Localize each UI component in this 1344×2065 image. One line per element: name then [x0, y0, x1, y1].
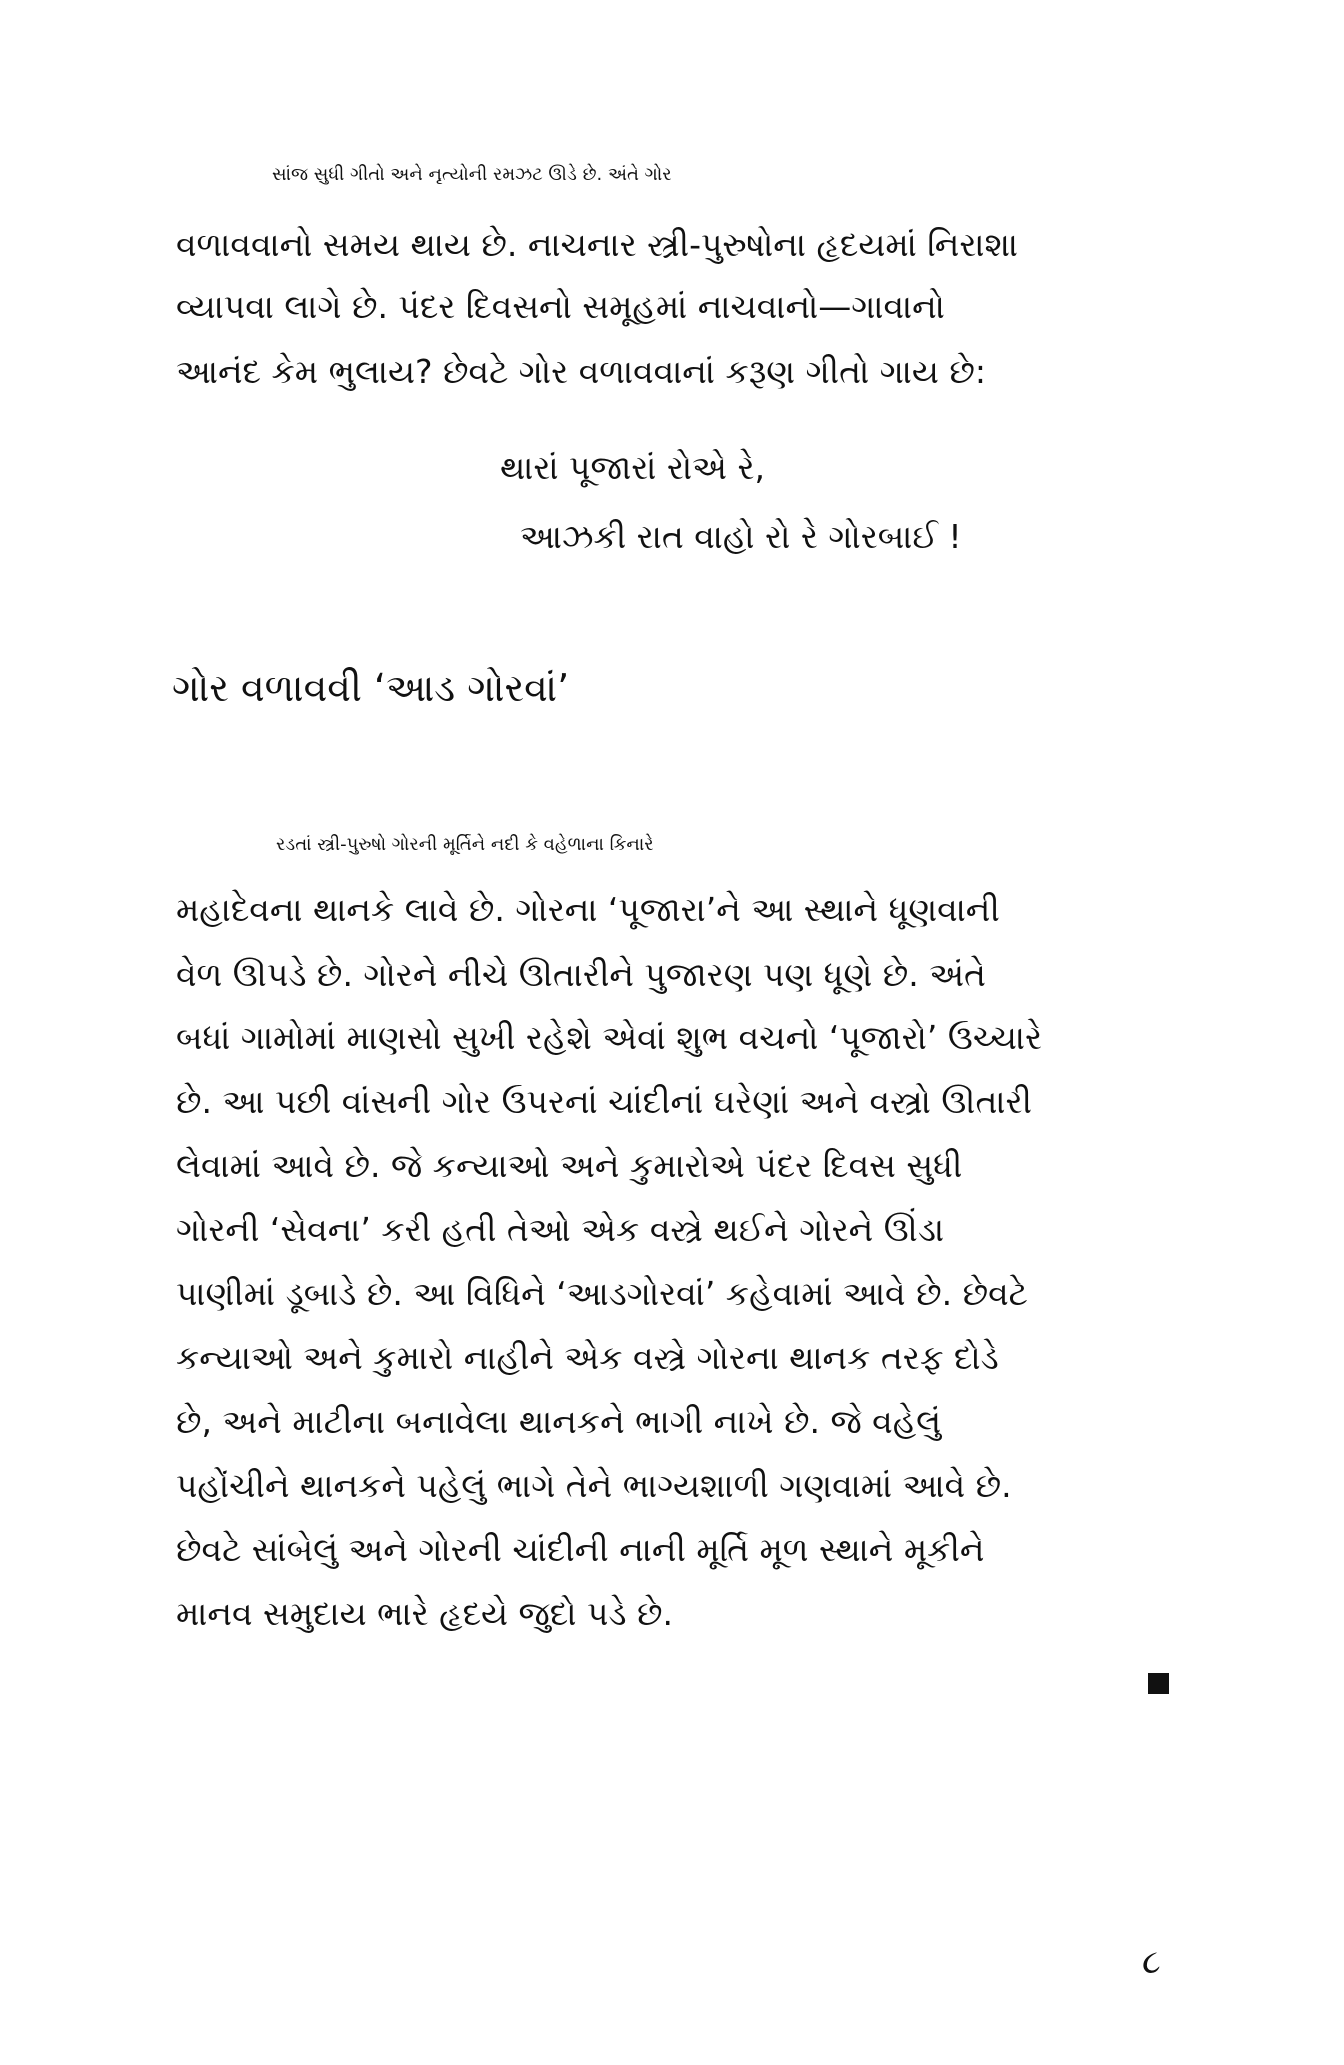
main-line-1: રડતાં સ્ત્રી-પુરુષો ગોરની મૂર્તિને નદી કે વહેળાના કિનારે	[276, 834, 654, 855]
main-line-8: પાણીમાં ડૂબાડે છે. આ વિધિને ‘આડગોરવાં’ કહેવામાં આવે છે. છેવટે	[176, 1274, 1028, 1313]
page-number: ૮	[1142, 1942, 1161, 1982]
intro-line-3: વ્યાપવા લાગે છે. પંદર દિવસનો સમૂહમાં નાચવાનો—ગાવાનો	[176, 287, 945, 326]
main-line-3: વેળ ઊપડે છે. ગોરને નીચે ઊતારીને પુજારણ પણ ધૂણે છે. અંતે	[176, 955, 986, 994]
section-heading: ગોર વળાવવી ‘આડ ગોરવાં’	[172, 666, 570, 710]
main-line-12: છેવટે સાંબેલું અને ગોરની ચાંદીની નાની મૂર્તિ મૂળ સ્થાને મૂકીને	[176, 1530, 985, 1569]
main-line-9: કન્યાઓ અને કુમારો નાહીને એક વસ્ત્રે ગોરના થાનક તરફ દોડે	[176, 1338, 999, 1377]
main-line-5: છે. આ પછી વાંસની ગોર ઉપરનાં ચાંદીનાં ઘરેણાં અને વસ્ત્રો ઊતારી	[176, 1082, 1032, 1121]
end-of-section-mark	[1148, 1673, 1169, 1694]
verse-line-1: થારાં પૂજારાં રોએ રે,	[500, 448, 766, 487]
main-line-13: માનવ સમુદાય ભારે હૃદયે જુદો પડે છે.	[176, 1594, 673, 1633]
main-line-4: બધાં ગામોમાં માણસો સુખી રહેશે એવાં શુભ વચનો ‘પૂજારો’ ઉચ્ચારે	[176, 1018, 1043, 1057]
main-line-2: મહાદેવના થાનકે લાવે છે. ગોરના ‘પૂજારા’ને આ સ્થાને ધૂણવાની	[176, 890, 1000, 929]
verse-line-2: આઝકી રાત વાહો રો રે ગોરબાઈ !	[520, 517, 962, 556]
main-line-11: પહોંચીને થાનકને પહેલું ભાગે તેને ભાગ્યશાળી ગણવામાં આવે છે.	[176, 1466, 1012, 1505]
intro-line-1: સાંજ સુધી ગીતો અને નૃત્યોની રમઝટ ઊડે છે. અંતે ગોર	[272, 164, 672, 185]
main-line-7: ગોરની ‘સેવના’ કરી હતી તેઓ એક વસ્ત્રે થઈને ગોરને ઊંડા	[176, 1210, 945, 1249]
intro-line-4: આનંદ કેમ ભુલાય? છેવટે ગોર વળાવવાનાં કરૂણ ગીતો ગાય છે:	[176, 352, 987, 391]
intro-line-2: વળાવવાનો સમય થાય છે. નાચનાર સ્ત્રી-પુરુષોના હૃદયમાં નિરાશા	[176, 225, 1018, 264]
main-line-6: લેવામાં આવે છે. જે કન્યાઓ અને કુમારોએ પંદર દિવસ સુધી	[176, 1146, 963, 1185]
main-line-10: છે, અને માટીના બનાવેલા થાનકને ભાગી નાખે છે. જે વહેલું	[176, 1402, 942, 1441]
